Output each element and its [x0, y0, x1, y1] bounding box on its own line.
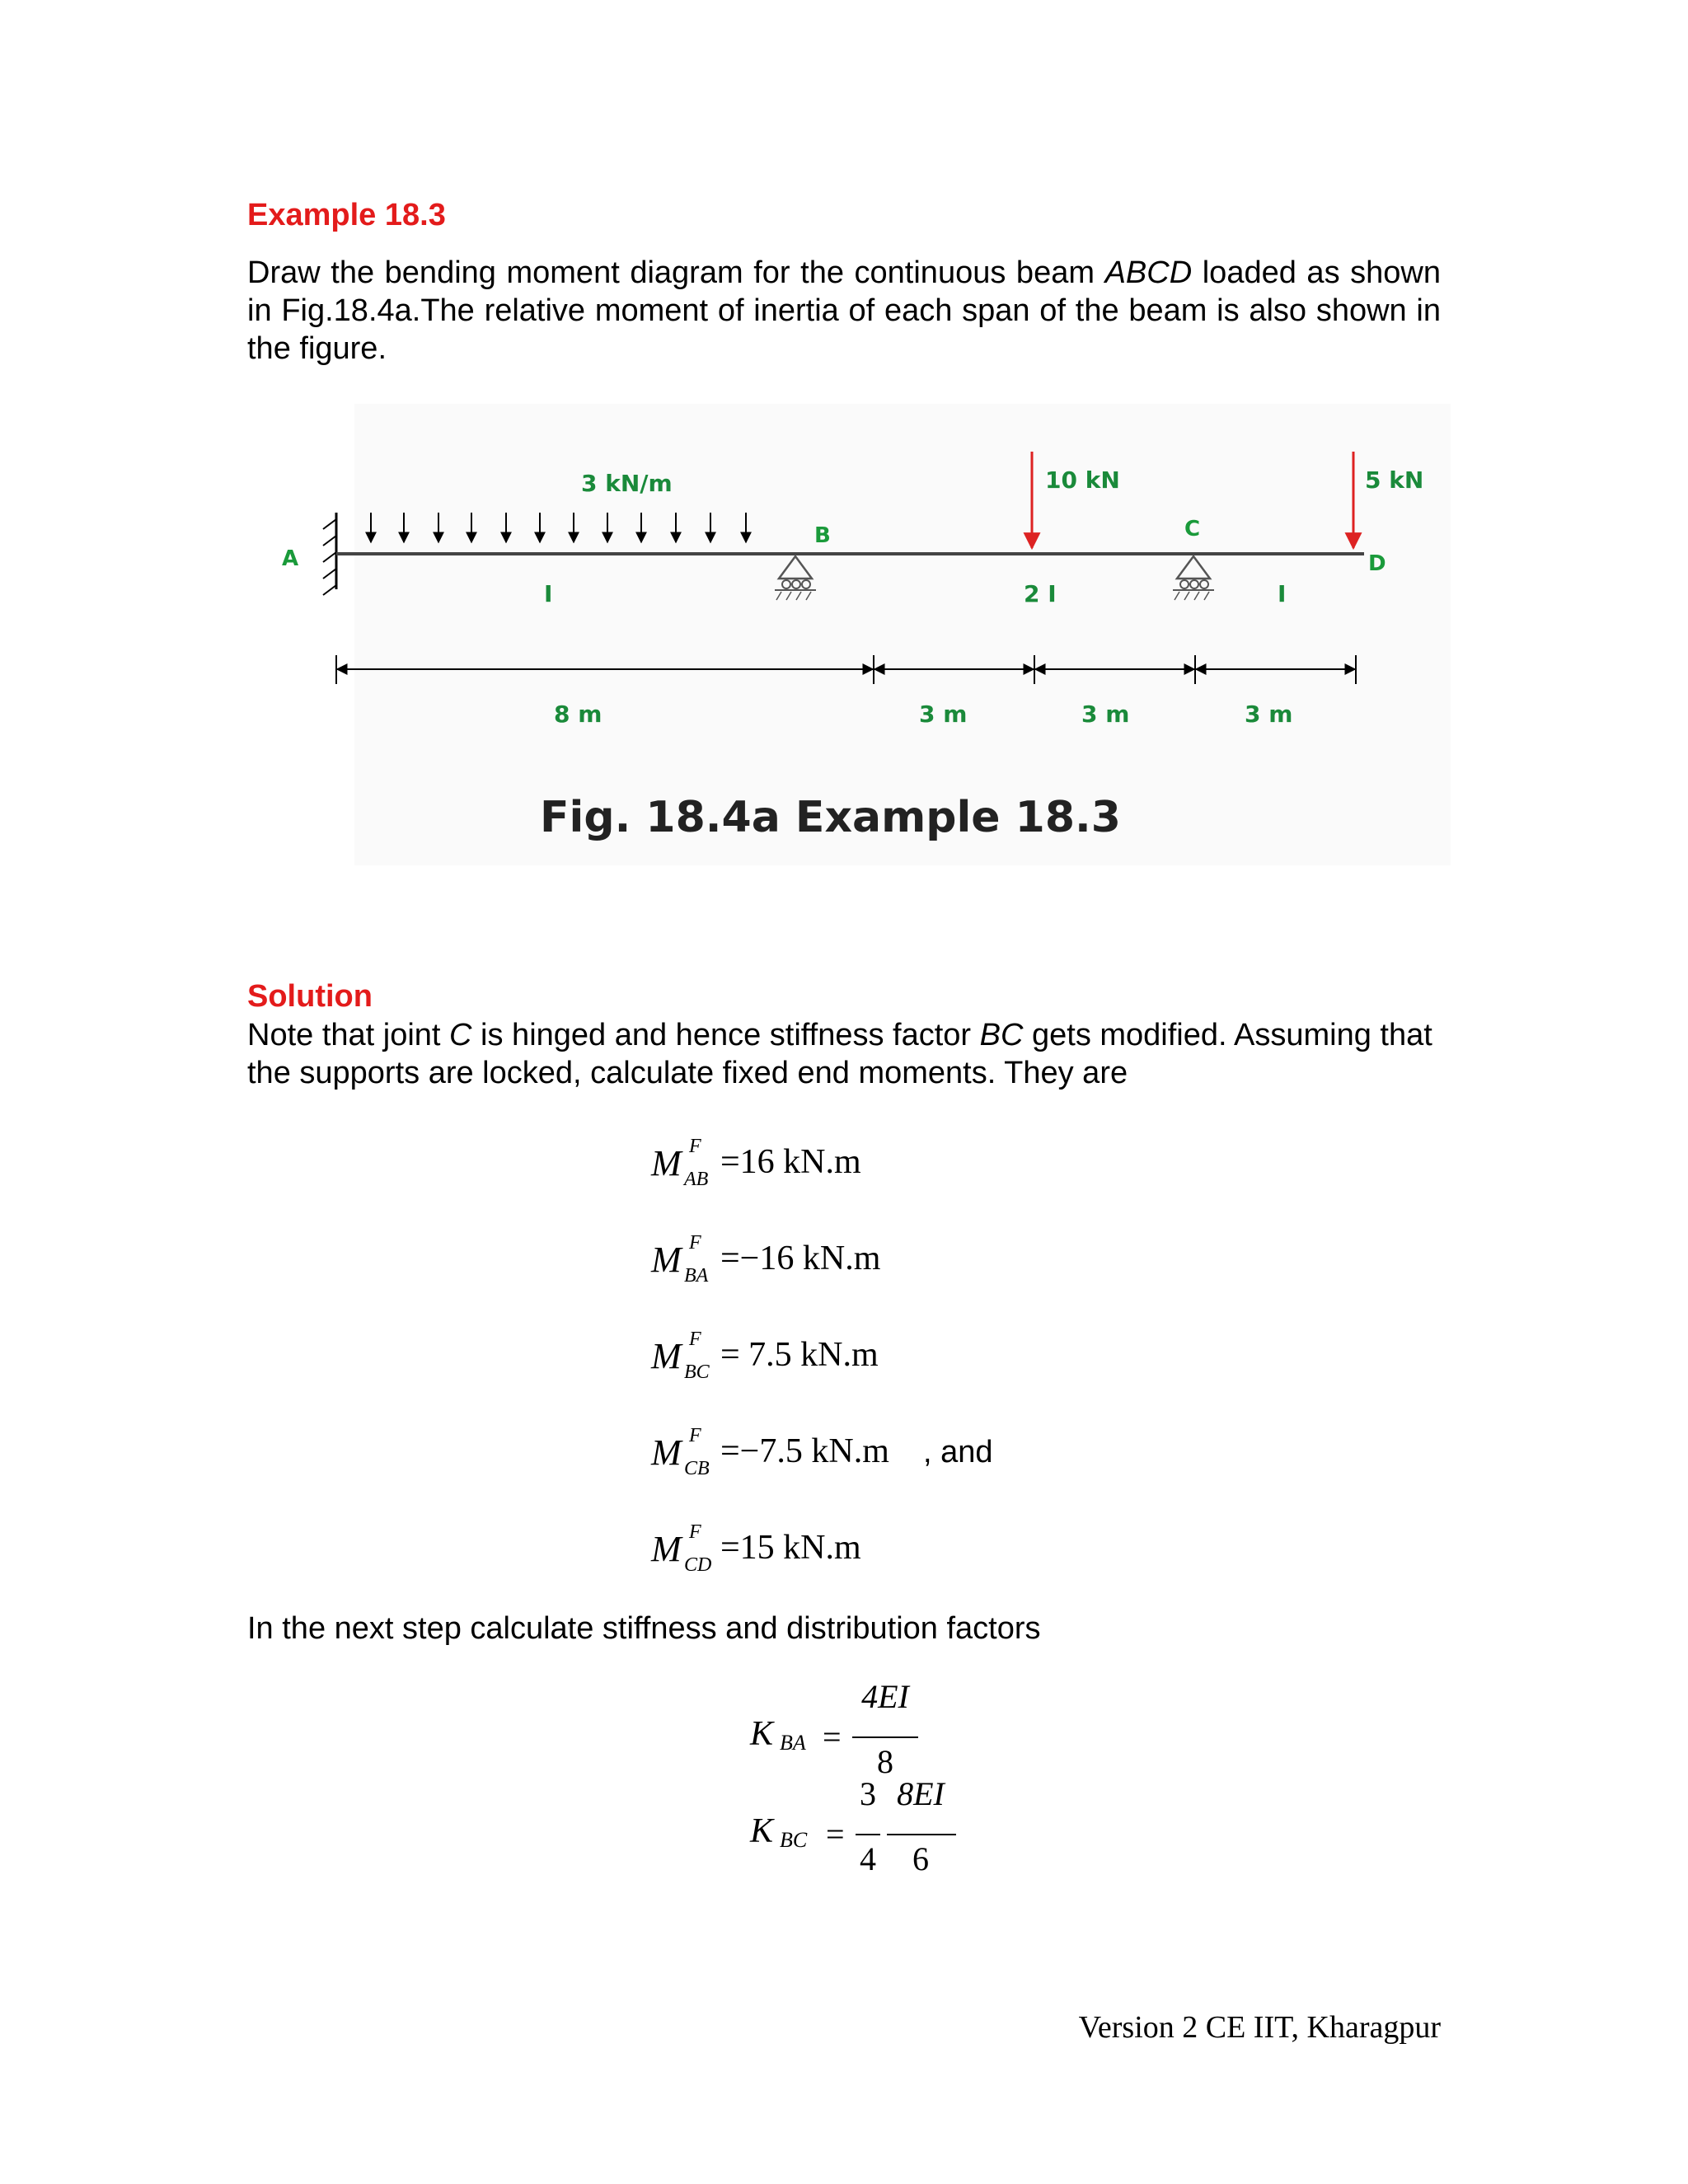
next-step-text: In the next step calculate stiffness and distribution factors: [247, 1611, 1041, 1646]
inertia-bc: 2 I: [1024, 580, 1057, 607]
problem-text-2: loaded as shown in Fig.18.4a.The relative moment of inertia of each span of the beam is also shown in the figure.: [247, 255, 1441, 366]
dim-xc: 3 m: [1081, 701, 1130, 728]
label-d: D: [1368, 551, 1386, 576]
label-a: A: [282, 546, 299, 571]
dim-ab: 8 m: [554, 701, 603, 728]
dim-bx: 3 m: [919, 701, 968, 728]
kbc-equation: K BC = 3 4 8EI 6: [750, 1811, 1014, 1886]
load-10-label: 10 kN: [1045, 466, 1120, 494]
example-title: Example 18.3: [247, 198, 446, 232]
solution-title: Solution: [247, 979, 373, 1014]
beam-name: ABCD: [1104, 255, 1193, 290]
figure-caption: Fig. 18.4a Example 18.3: [540, 793, 1121, 842]
udl-label: 3 kN/m: [581, 470, 673, 497]
fixed-support-a: [323, 513, 336, 595]
kba-equation: K BA = 4EI 8: [750, 1714, 964, 1788]
problem-statement: [247, 254, 1441, 368]
problem-text-1: Draw the bending moment diagram for the continuous beam: [247, 255, 1105, 290]
inertia-cd: I: [1278, 580, 1287, 607]
inertia-ab: I: [544, 580, 553, 607]
dim-cd: 3 m: [1245, 701, 1293, 728]
label-c: C: [1184, 517, 1201, 541]
page-footer: Version 2 CE IIT, Kharagpur: [1078, 2010, 1441, 2045]
label-b: B: [814, 523, 831, 548]
load-5-label: 5 kN: [1365, 466, 1424, 494]
solution-text: Note that joint C is hinged and hence stiffness factor BC gets modified. Assuming that the supports are locked, calculate fixed end moments. They are: [247, 1018, 1432, 1090]
